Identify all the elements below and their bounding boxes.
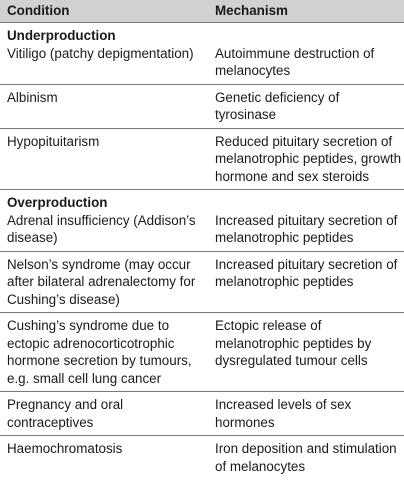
condition-text: Adrenal insufficiency (Addison’s disease) (7, 212, 196, 245)
table-row (0, 251, 404, 313)
header-condition: Condition (0, 0, 205, 23)
mechanism-cell: Increased pituitary secretion of melanotrophic peptides (205, 251, 404, 313)
condition-cell: Cushing’s syndrome due to ectopic adrenocorticotrophic hormone secretion by tumours, e.g. small cell lung cancer (0, 313, 205, 392)
table-body (0, 23, 404, 480)
table-row (0, 190, 404, 252)
mechanism-cell: Increased levels of sex hormones (205, 392, 404, 436)
condition-text: Vitiligo (patchy depigmentation) (7, 45, 194, 61)
table-row (0, 128, 404, 190)
mechanism-cell (205, 23, 404, 85)
mechanism-cell: Ectopic release of melanotrophic peptides by dysregulated tumour cells (205, 313, 404, 392)
mechanism-cell (205, 190, 404, 252)
mechanism-text: Autoimmune destruction of melanocytes (215, 45, 375, 78)
section-spacer (215, 194, 402, 212)
condition-cell: Pregnancy and oral contraceptives (0, 392, 205, 436)
table-row (0, 23, 404, 85)
condition-cell: Haemochromatosis (7, 441, 123, 456)
header-mechanism: Mechanism (205, 0, 404, 23)
section-title: Overproduction (7, 195, 108, 210)
header-row (0, 0, 404, 23)
condition-cell (0, 23, 205, 85)
mechanism-cell: Genetic deficiency of tyrosinase (205, 84, 404, 128)
table-header (0, 0, 404, 23)
condition-cell: Nelson’s syndrome (may occur after bilateral adrenalectomy for Cushing’s disease) (0, 251, 205, 313)
table-row (0, 436, 404, 480)
mechanism-cell: Reduced pituitary secretion of melanotrophic peptides, growth hormone and sex steroids (205, 128, 404, 190)
section-title: Underproduction (7, 28, 116, 43)
condition-cell: Albinism (0, 84, 205, 128)
mechanism-cell: Iron deposition and stimulation of melanocytes (215, 441, 397, 474)
table-row (0, 84, 404, 128)
table-row (0, 313, 404, 392)
mechanism-text: Increased pituitary secretion of melanotrophic peptides (215, 212, 398, 245)
section-spacer (215, 27, 402, 45)
condition-cell (0, 190, 205, 252)
condition-cell: Hypopituitarism (0, 128, 205, 190)
table-row (0, 392, 404, 436)
